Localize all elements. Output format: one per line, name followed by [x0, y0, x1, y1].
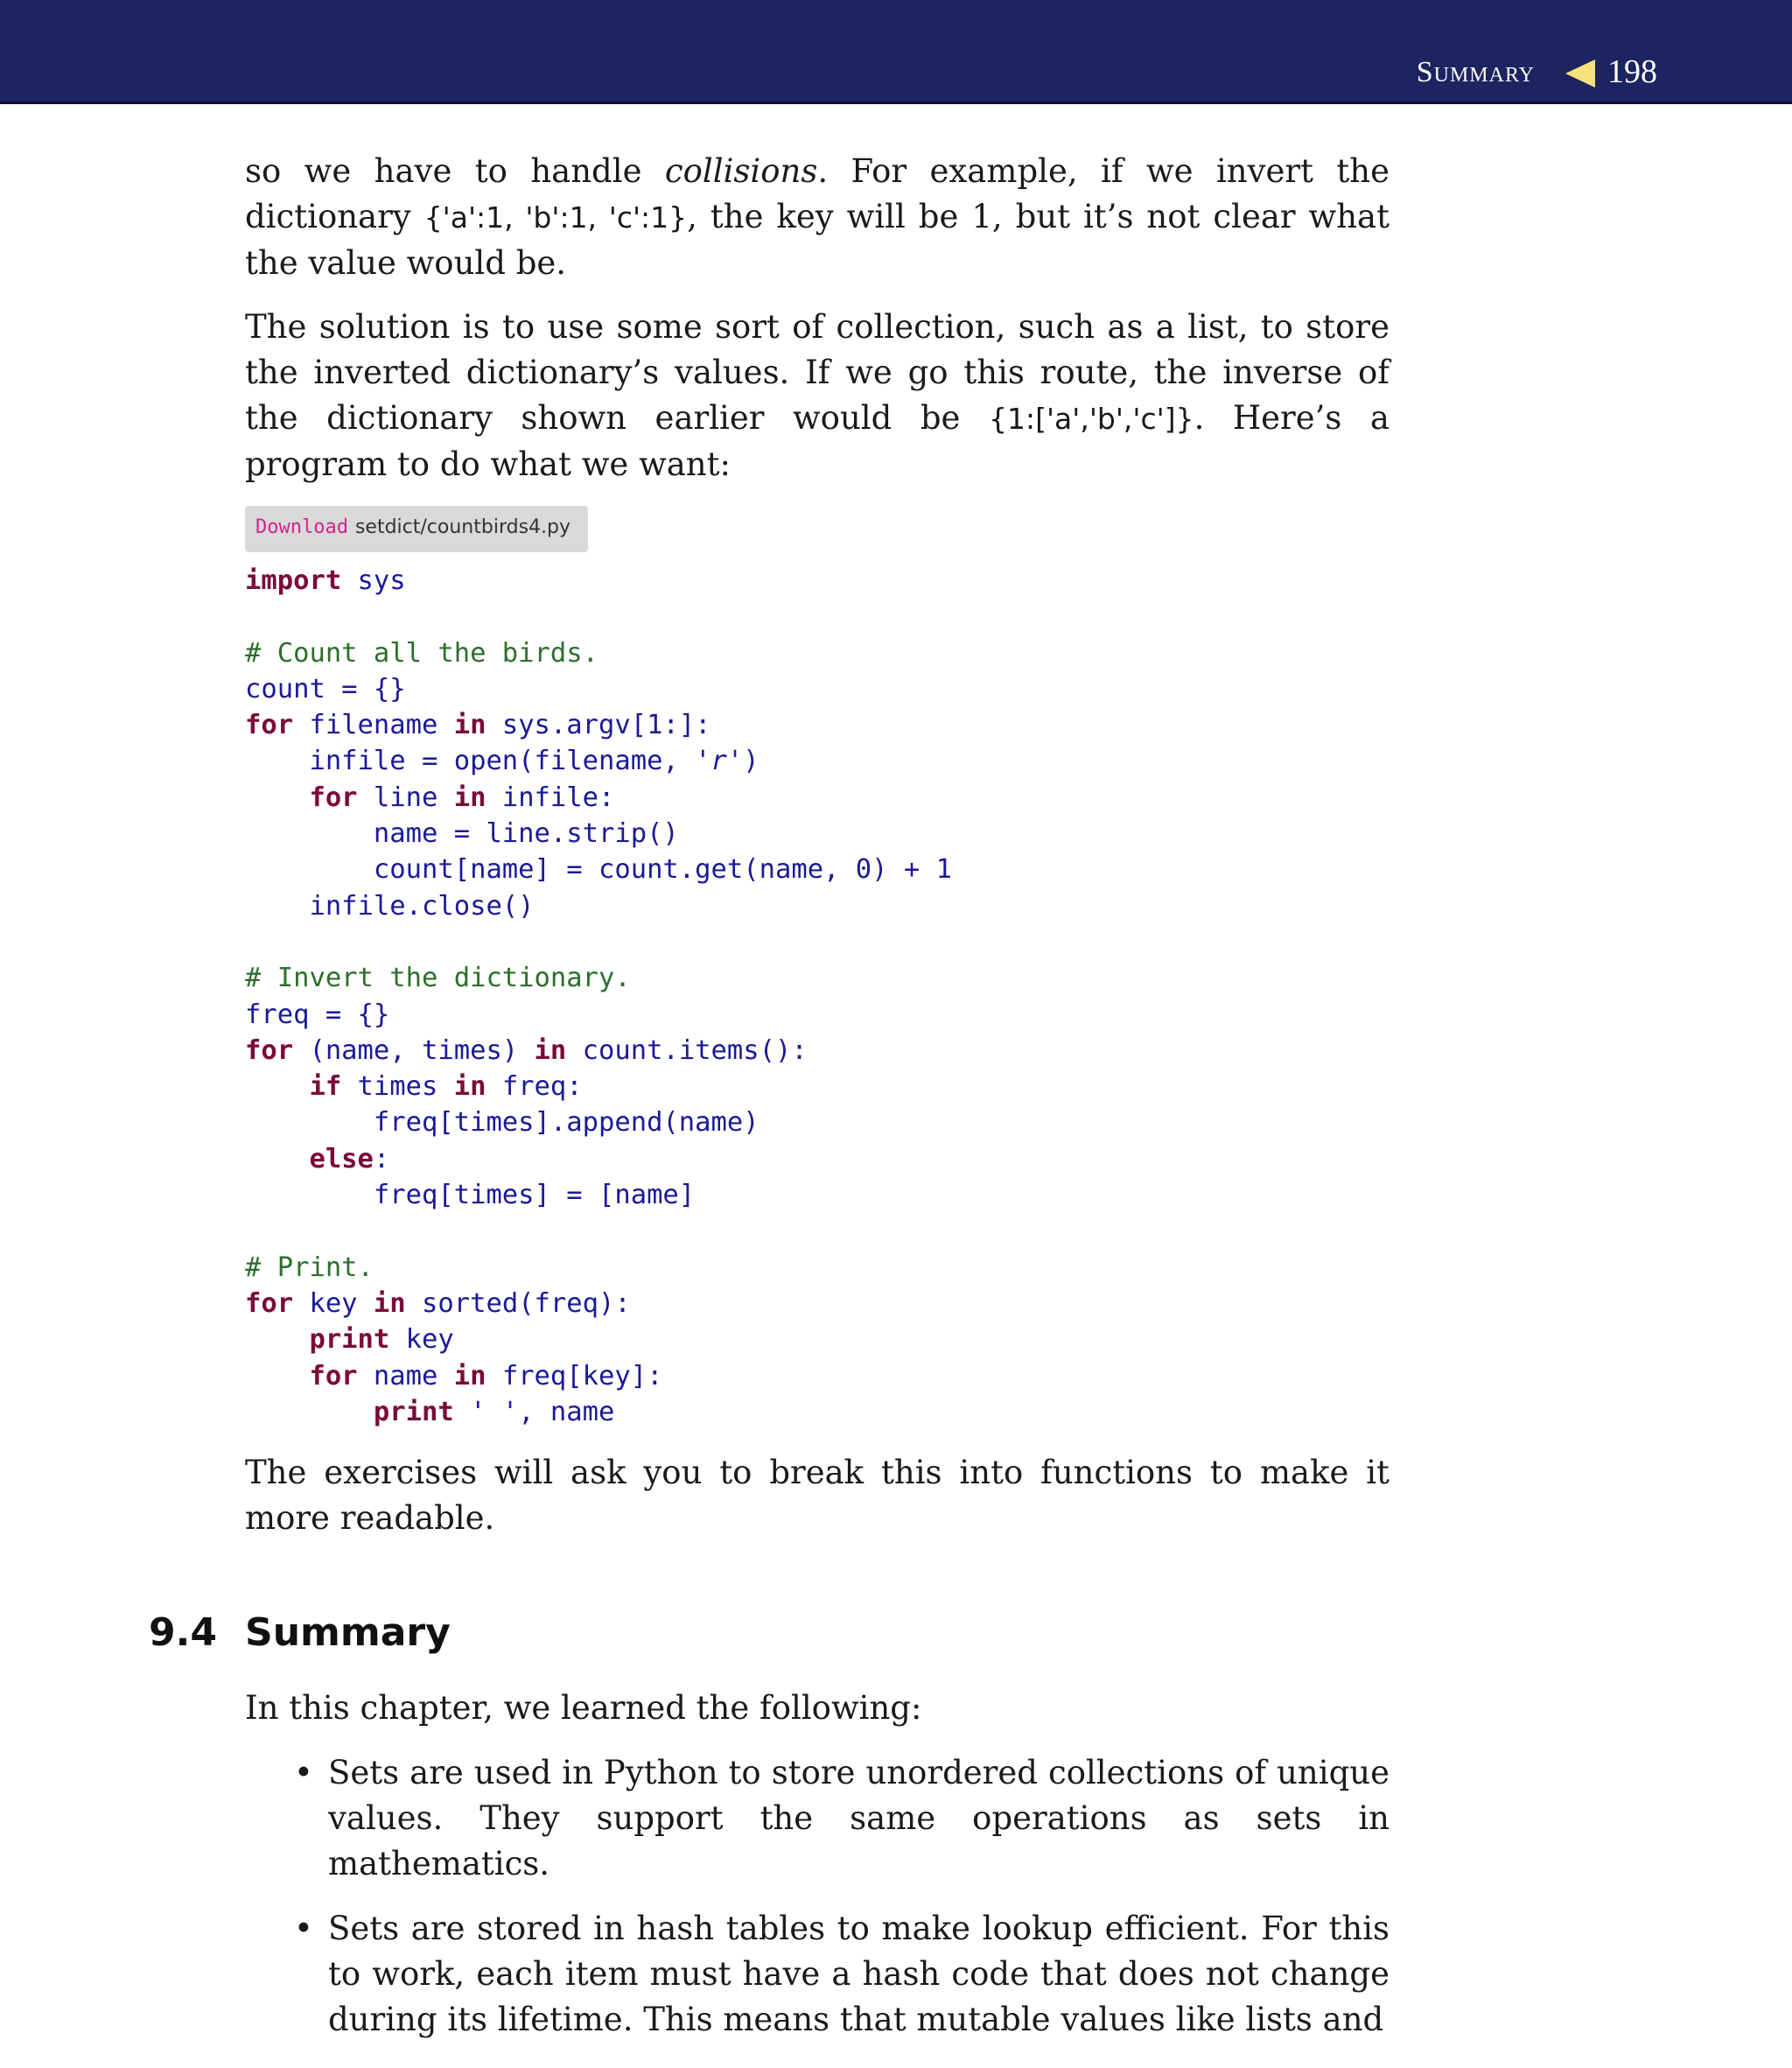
code-keyword: in	[373, 1287, 406, 1319]
code-token: filename	[293, 710, 454, 741]
download-path: setdict/countbirds4.py	[354, 516, 571, 538]
code-token: freq[key]:	[486, 1360, 663, 1392]
code-keyword: in	[453, 782, 486, 813]
code-token: times	[341, 1071, 454, 1103]
code-token: count = {}	[245, 673, 406, 705]
code-comment: # Count all the birds.	[245, 637, 598, 669]
code-keyword: for	[245, 1034, 294, 1066]
download-label[interactable]: Download	[256, 516, 348, 538]
code-token: count[name] = count.get(name, 0) + 1	[245, 854, 952, 886]
code-token: infile = open(filename,	[245, 746, 696, 777]
code-comment: # Invert the dictionary.	[245, 963, 631, 994]
code-keyword: if	[309, 1071, 342, 1103]
code-keyword: in	[534, 1034, 567, 1066]
code-keyword: in	[453, 1360, 486, 1392]
code-keyword: for	[245, 710, 294, 741]
list-item: • Sets are stored in hash tables to make lookup efficient. For this to work, each item must have a hash code that does not change during its lifetime. This means that mutable values like lists and	[289, 1906, 1390, 2043]
code-comment: # Print.	[245, 1251, 374, 1283]
code-token: sys	[341, 565, 406, 596]
intro-paragraph-2: The solution is to use some sort of collection, such as a list, to store the inverted dictionary’s values. If we go this route, the inverse of the dictionary shown earlier would be {1:['a','b','c']}. Here’s a program to do what we want:	[245, 308, 1390, 483]
download-link[interactable]	[245, 506, 588, 552]
code-token: )	[743, 746, 760, 777]
intro-paragraph-1: so we have to handle collisions. For example, if we invert the dictionary {'a':1, 'b':1, 'c':1}, the key will be 1, but it’s not clear what the value would be.	[245, 152, 1390, 282]
code-token: infile.close()	[245, 890, 535, 922]
code-keyword: print	[309, 1324, 390, 1356]
code-token: infile:	[486, 782, 615, 813]
running-header	[0, 0, 1792, 104]
code-keyword: in	[453, 710, 486, 741]
page-number: 198	[1607, 53, 1657, 90]
code-string: ' '	[470, 1396, 519, 1427]
code-token: freq:	[486, 1071, 583, 1103]
code-token: freq = {}	[245, 999, 390, 1030]
section-lead-paragraph: In this chapter, we learned the following:	[245, 1689, 922, 1727]
after-code-paragraph: The exercises will ask you to break this into functions to make it more readable.	[245, 1454, 1390, 1537]
section-number: 9.4	[149, 1610, 217, 1655]
list-item: • Sets are used in Python to store unordered collections of unique values. They support the same operations as sets in mathematics.	[289, 1750, 1390, 1887]
code-token: (name, times)	[293, 1034, 535, 1066]
prev-page-arrow-icon[interactable]	[1565, 60, 1595, 88]
code-keyword: for	[309, 782, 358, 813]
code-token: count.items():	[566, 1034, 808, 1066]
code-token: freq[times].append(name)	[245, 1107, 760, 1139]
code-token: freq[times] = [name]	[245, 1180, 696, 1211]
section-title: Summary	[245, 1610, 451, 1655]
summary-bullet-list	[289, 1750, 1390, 2062]
code-string: 'r'	[695, 746, 744, 777]
inline-code: {1:['a','b','c']}	[988, 402, 1194, 436]
code-token: name = line.strip()	[245, 818, 679, 850]
code-listing	[245, 563, 952, 1430]
code-keyword: else	[309, 1143, 374, 1174]
code-token: key	[389, 1324, 454, 1356]
code-token: line	[357, 782, 454, 813]
code-token: :	[373, 1143, 390, 1174]
code-keyword: in	[453, 1071, 486, 1103]
code-keyword: print	[373, 1396, 454, 1427]
inline-code: {'a':1, 'b':1, 'c':1}	[424, 200, 688, 235]
code-token: name	[357, 1360, 454, 1392]
code-token: key	[293, 1287, 374, 1319]
code-keyword: for	[309, 1360, 358, 1392]
code-token: sorted(freq):	[405, 1287, 631, 1319]
code-token	[454, 1397, 470, 1427]
code-keyword: import	[245, 565, 342, 596]
header-section-title: Summary	[1416, 56, 1535, 88]
emphasis-collisions: collisions	[664, 152, 818, 190]
code-keyword: for	[245, 1287, 294, 1319]
code-token: , name	[518, 1396, 615, 1427]
section-heading	[149, 1610, 451, 1655]
code-token: sys.argv[1:]:	[486, 710, 711, 741]
